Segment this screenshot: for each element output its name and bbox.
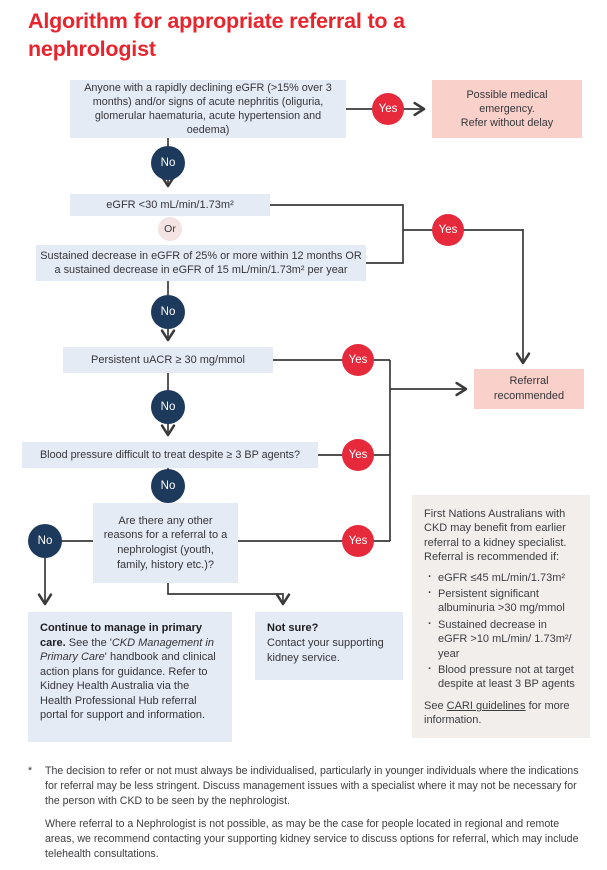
yes-badge-other: Yes xyxy=(342,525,374,557)
no-badge-bp: No xyxy=(151,469,185,503)
arrow-other-to-notsure xyxy=(168,583,283,604)
emergency-line2: Refer without delay xyxy=(460,117,554,130)
page-title: Algorithm for appropriate referral to a nephrologist xyxy=(28,9,405,61)
primary-care-body-suffix: ' handbook and clinical action plans for guidance. Refer to Kidney Health Australia via the Health Professional Hub referral portal for support and information. xyxy=(40,651,216,722)
node-blood-pressure: Blood pressure difficult to treat despite ≥ 3 BP agents? xyxy=(22,442,318,468)
outro-suffix: for more information. xyxy=(424,699,570,727)
outcome-primary-care xyxy=(28,612,232,742)
first-nations-info-box xyxy=(412,495,590,738)
arrow-egfr-yes-to-referral xyxy=(403,230,523,363)
primary-care-handbook-title: CKD Management in Primary Care xyxy=(40,636,214,664)
emergency-line1: Possible medical emergency. xyxy=(466,88,548,115)
first-nations-intro: First Nations Australians with CKD may benefit from earlier referral to a kidney specialist. Referral is recommended if: xyxy=(424,508,567,564)
no-badge-other: No xyxy=(28,524,62,558)
yes-badge-emergency: Yes xyxy=(372,93,404,125)
node-medical-emergency xyxy=(432,80,582,138)
or-badge: Or xyxy=(158,217,182,241)
primary-care-body-prefix: See the ' xyxy=(68,636,112,649)
cari-guidelines-link[interactable]: CARI guidelines xyxy=(446,699,526,712)
no-badge-uacr: No xyxy=(151,390,185,424)
not-sure-heading: Not sure? xyxy=(267,622,319,634)
list-item: · Sustained decrease in eGFR >10 mL/min/ 1.73m²/ year xyxy=(426,618,578,661)
list-item: · eGFR ≤45 mL/min/1.73m² xyxy=(426,571,578,585)
yes-badge-uacr: Yes xyxy=(342,344,374,376)
list-item: · Persistent significant albuminuria >30 mg/mmol xyxy=(426,587,578,616)
first-nations-bullet-list xyxy=(426,571,578,692)
not-sure-body: Contact your supporting kidney service. xyxy=(267,636,384,664)
node-referral-recommended: Referral recommended xyxy=(474,369,584,409)
footnote-para1: The decision to refer or not must always be individualised, particularly in younger individuals where the indications for referral may be less stringent. Discuss management issues with a specialist where it may not be necessary for the person with CKD to be seen by the nephrologist. xyxy=(45,765,579,808)
node-egfr-under-30: eGFR <30 mL/min/1.73m² xyxy=(70,194,270,216)
node-other-reasons: Are there any other reasons for a referral to a nephrologist (youth, family, history etc.)? xyxy=(93,503,238,583)
node-rapid-decline: Anyone with a rapidly declining eGFR (>15% over 3 months) and/or signs of acute nephritis (oliguria, glomerular haematuria, acute hypertension and oedema) xyxy=(70,80,346,138)
yes-badge-egfr: Yes xyxy=(432,214,464,246)
footnote-para2: Where referral to a Nephrologist is not possible, as may be the case for people located in regional and remote areas, we recommend contacting your supporting kidney service to discuss options for referral, which may include telehealth consultations. xyxy=(45,818,579,861)
yes-badge-bp: Yes xyxy=(342,439,374,471)
footnote-asterisk: * xyxy=(28,765,33,777)
node-sustained-decrease: Sustained decrease in eGFR of 25% or more within 12 months OR a sustained decrease in eGFR of 15 mL/min/1.73m² per year xyxy=(36,245,366,281)
primary-care-heading: Continue to manage in primary care. xyxy=(40,622,202,649)
list-item: · Blood pressure not at target despite at least 3 BP agents xyxy=(426,663,578,692)
no-badge-sustained: No xyxy=(151,295,185,329)
outro-prefix: See xyxy=(424,699,447,712)
node-persistent-uacr: Persistent uACR ≥ 30 mg/mmol xyxy=(63,347,273,373)
first-nations-outro xyxy=(424,699,578,728)
no-badge-rapid: No xyxy=(151,146,185,180)
outcome-not-sure xyxy=(255,612,403,680)
